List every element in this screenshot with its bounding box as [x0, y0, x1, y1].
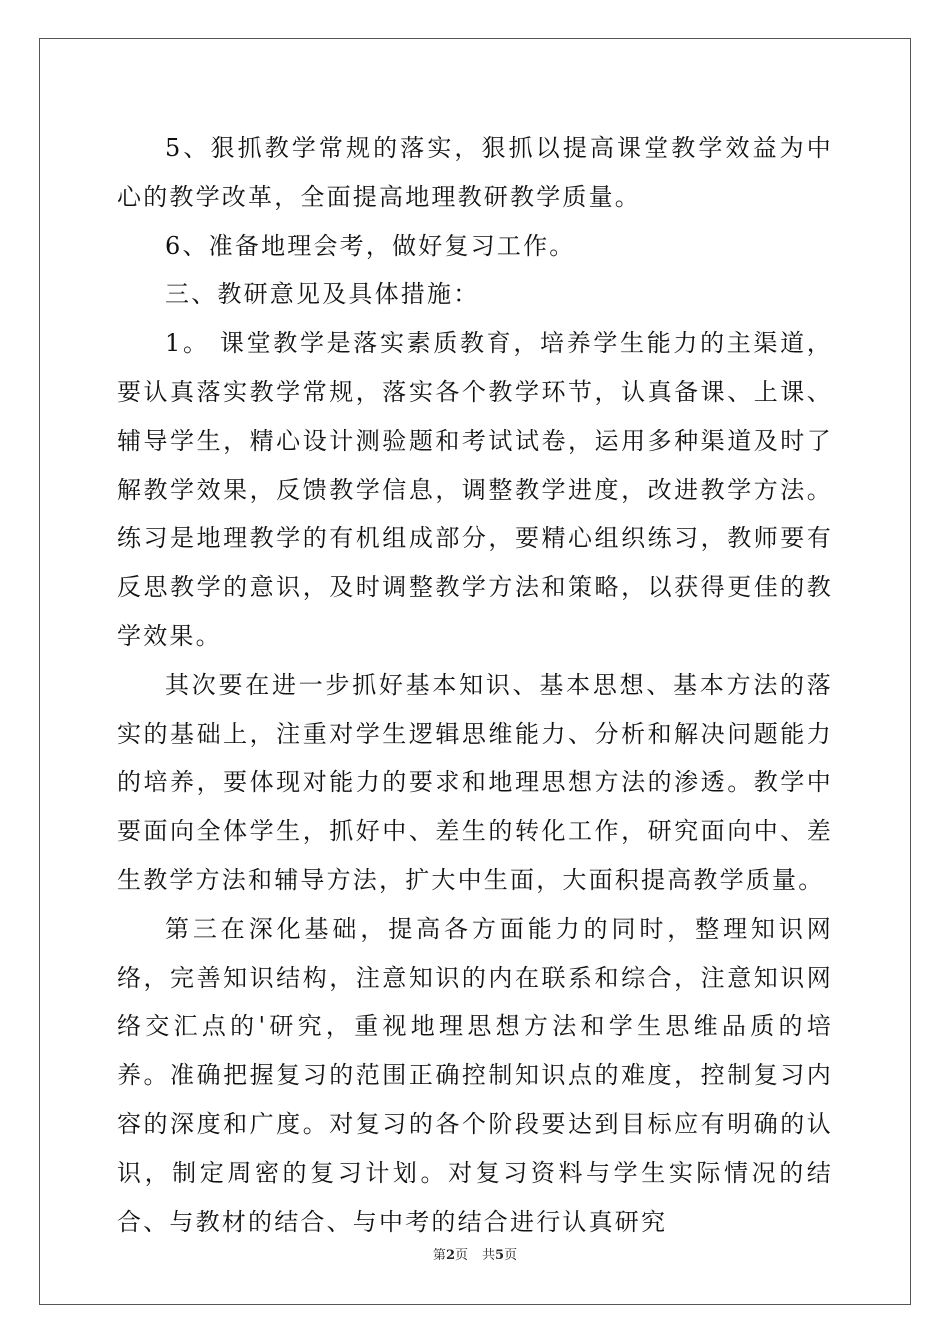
document-body: [117, 124, 833, 1246]
page-suffix: 页: [454, 1248, 468, 1263]
section-heading-3: 三、教研意见及具体措施：: [165, 280, 480, 309]
total-suffix: 页: [504, 1248, 518, 1263]
paragraph-third: 第三在深化基础，提高各方面能力的同时，整理知识网络，完善知识结构，注意知识的内在联系和综合，注意知识网络交汇点的'研究，重视地理思想方法和学生思维品质的培养。准确把握复习的范围正确控制知识点的难度，控制复习内容的深度和广度。对复习的各个阶段要达到目标应有明确的认识，制定周密的复习计划。对复习资料与学生实际情况的结合、与教材的结合、与中考的结合进行认真研究: [117, 914, 833, 1236]
page-footer: [0, 1248, 950, 1264]
page-current: 2: [445, 1248, 455, 1263]
paragraph-item-5: 5、狠抓教学常规的落实，狠抓以提高课堂教学效益为中心的教学改革，全面提高地理教研教学质量。: [117, 134, 833, 211]
paragraph-measure-1: 1。 课堂教学是落实素质教育，培养学生能力的主渠道，要认真落实教学常规，落实各个教学环节，认真备课、上课、辅导学生，精心设计测验题和考试试卷，运用多种渠道及时了解教学效果，反馈教学信息，调整教学进度，改进教学方法。练习是地理教学的有机组成部分，要精心组织练习，教师要有反思教学的意识，及时调整教学方法和策略，以获得更佳的教学效果。: [117, 329, 833, 650]
paragraph-second: 其次要在进一步抓好基本知识、基本思想、基本方法的落实的基础上，注重对学生逻辑思维能力、分析和解决问题能力的培养，要体现对能力的要求和地理思想方法的渗透。教学中要面向全体学生，抓好中、差生的转化工作，研究面向中、差生教学方法和辅导方法，扩大中生面，大面积提高教学质量。: [117, 670, 833, 894]
total-prefix: 共: [482, 1248, 496, 1263]
page-total: 5: [495, 1248, 505, 1263]
page-prefix: 第: [432, 1248, 446, 1263]
paragraph-item-6: 6、准备地理会考，做好复习工作。: [165, 231, 576, 260]
